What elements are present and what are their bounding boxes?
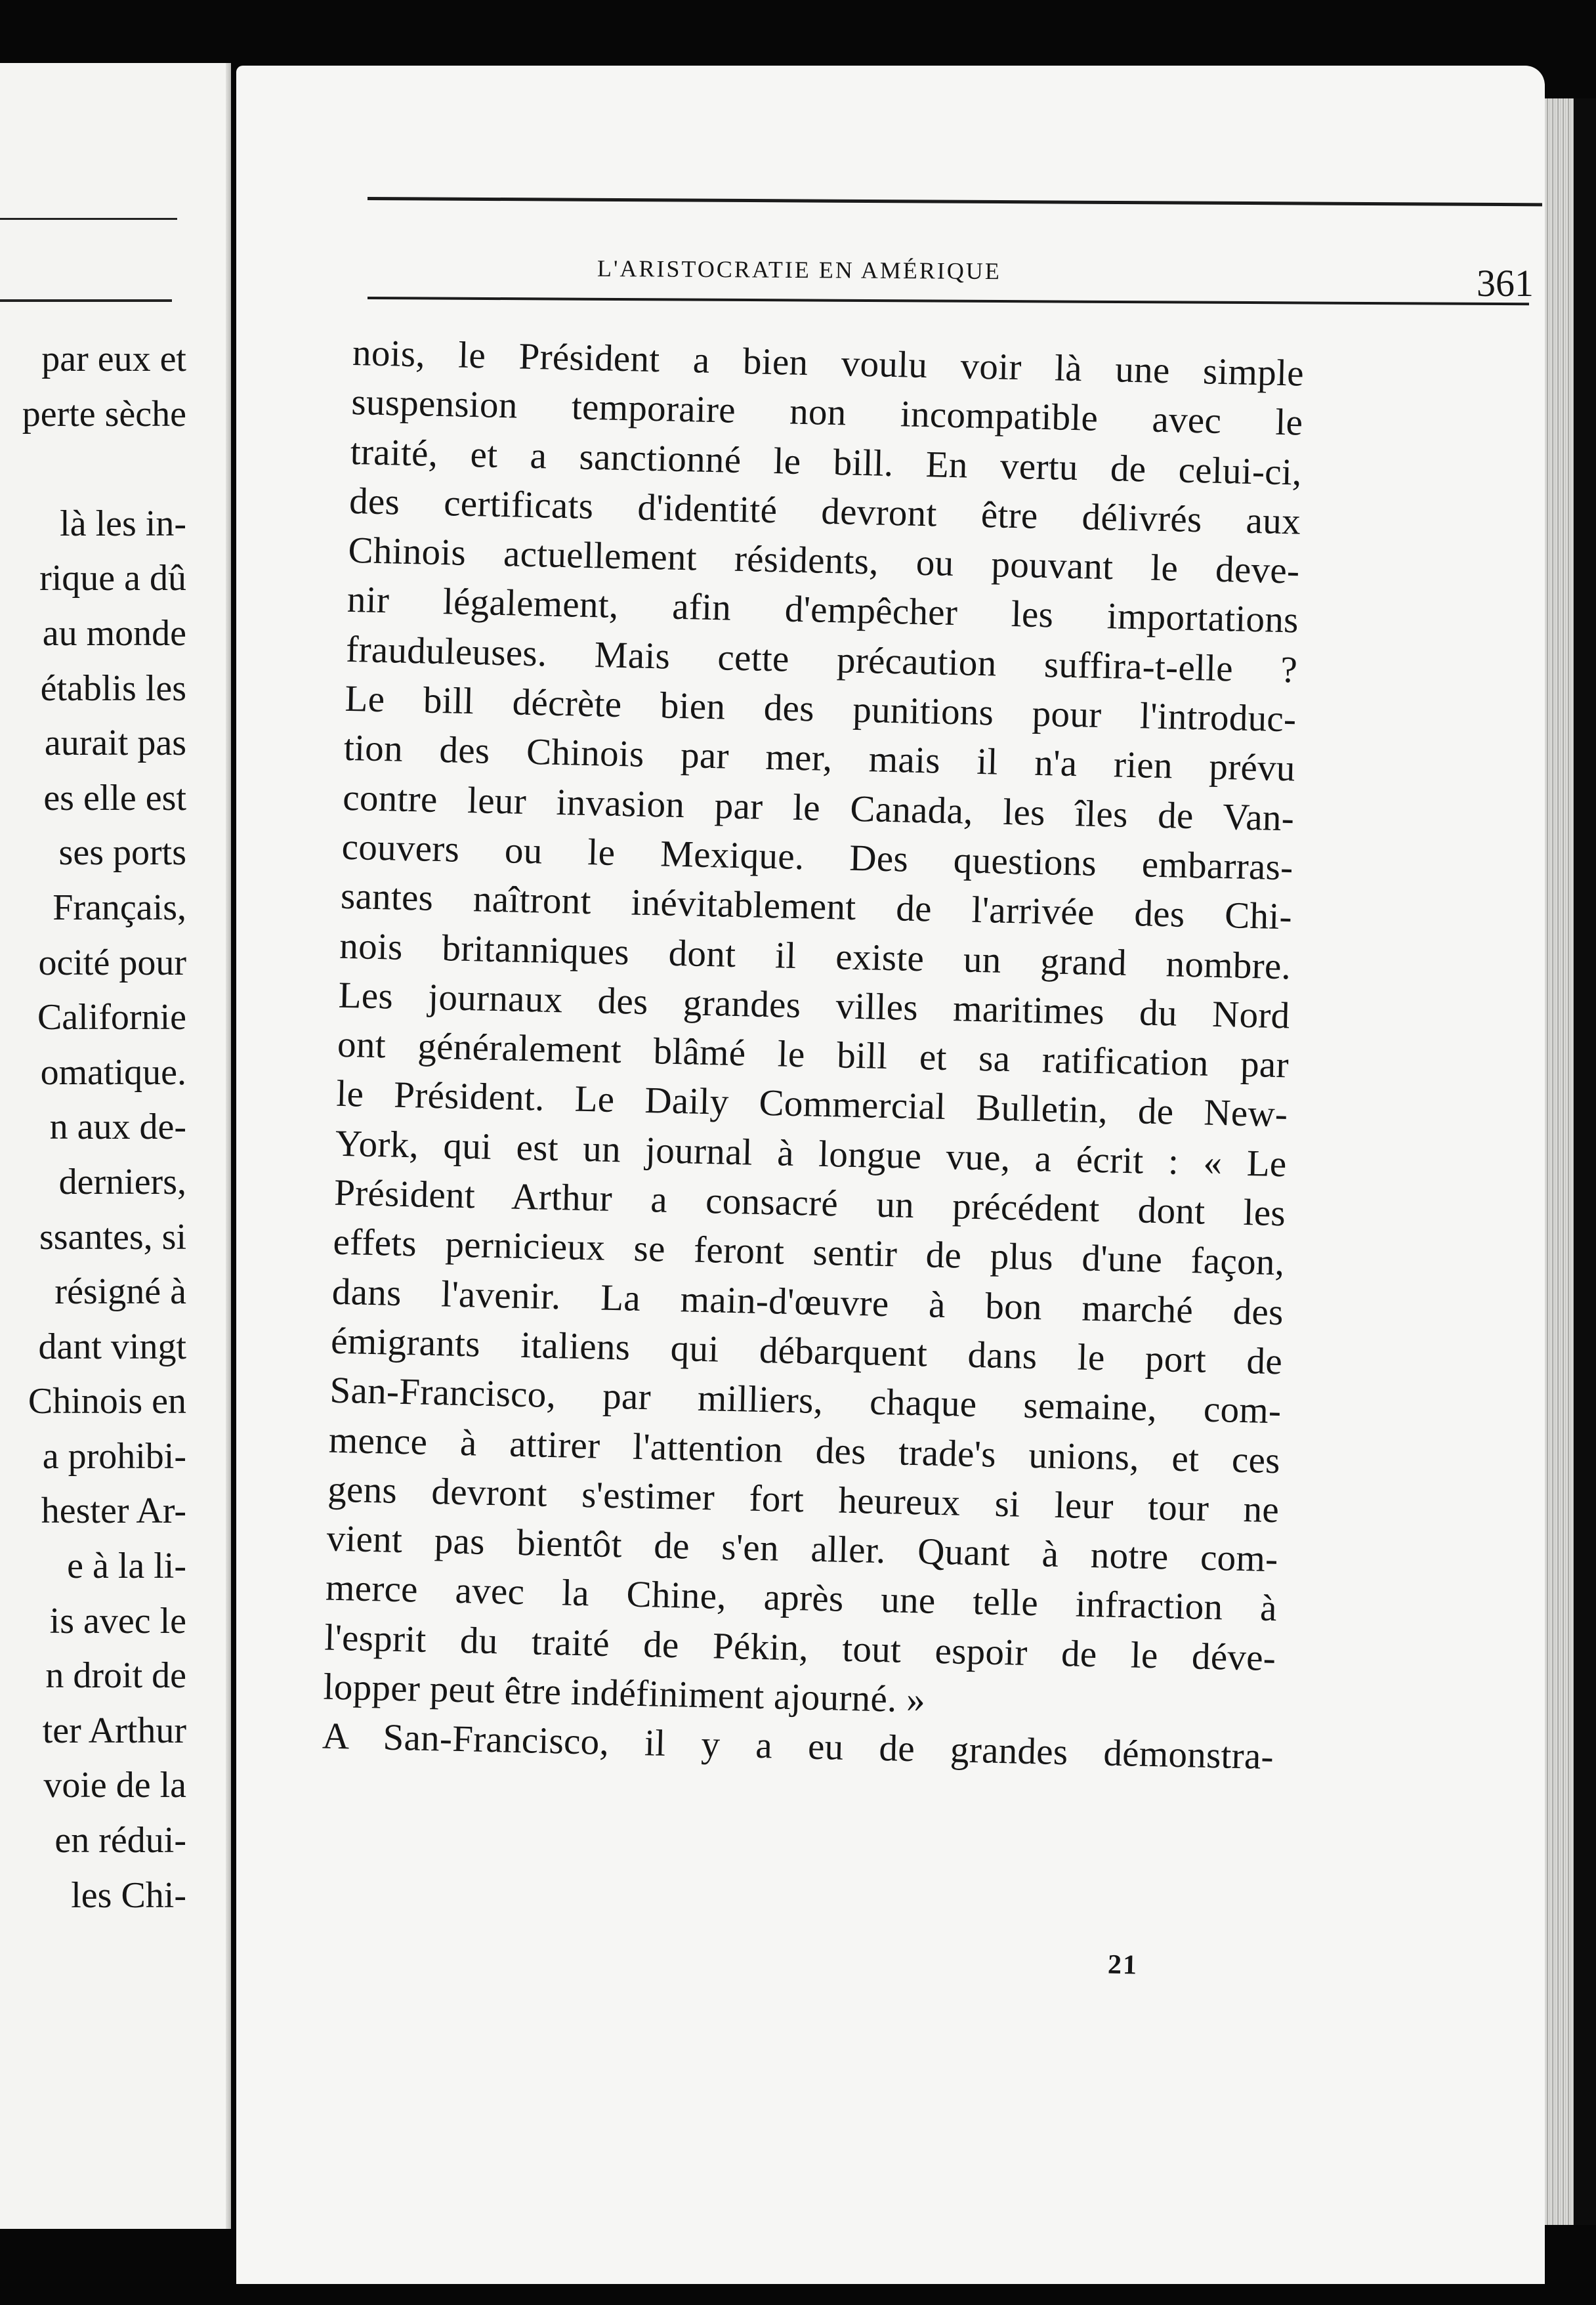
left-page-gutter-shadow: [226, 63, 231, 2229]
left-text-line: Français,: [52, 887, 186, 928]
text-line: nir légalement, afin d'empêcher les importations: [346, 579, 1299, 642]
text-line: le Président. Le Daily Commercial Bulletin, de New-: [335, 1073, 1288, 1135]
left-text-line: is avec le: [49, 1600, 186, 1641]
left-text-line: établis les: [40, 667, 186, 709]
text-line: l'esprit du traité de Pékin, tout espoir de le déve-: [324, 1617, 1276, 1679]
left-text-line: derniers,: [58, 1161, 186, 1202]
left-text-line: e à la li-: [67, 1546, 186, 1587]
text-line: traité, et a sanctionné le bill. En vertu de celui-ci,: [350, 431, 1303, 494]
left-text-line: Californie: [37, 997, 186, 1038]
left-text-line: là les in-: [60, 503, 186, 544]
text-line: émigrants italiens qui débarquent dans le port de: [330, 1320, 1283, 1383]
left-text-line: n aux de-: [49, 1107, 186, 1148]
left-text-line: rique a dû: [39, 558, 186, 599]
page-number: 361: [1477, 262, 1534, 305]
text-line: lopper peut être indéfiniment ajourné. »: [323, 1666, 926, 1721]
text-line: couvers ou le Mexique. Des questions embarras-: [341, 826, 1294, 889]
left-text-line: [0, 442, 186, 497]
left-page-rule-top: [0, 218, 177, 220]
page-edges-shadow: [1574, 98, 1596, 2225]
body-text: [322, 328, 1304, 1782]
text-line: San-Francisco, par milliers, chaque semaine, com-: [329, 1369, 1282, 1432]
left-text-line: voie de la: [43, 1765, 186, 1806]
left-text-line: omatique.: [40, 1051, 186, 1093]
left-text-line: a prohibi-: [42, 1435, 186, 1477]
left-text-line: au monde: [42, 612, 186, 654]
left-text-line: dant vingt: [38, 1326, 186, 1367]
text-line: des certificats d'identité devront être délivrés aux: [348, 480, 1301, 543]
left-text-line: ses ports: [58, 832, 186, 874]
left-text-line: résigné à: [54, 1271, 186, 1313]
left-text-line: n droit de: [45, 1655, 186, 1697]
left-text-line: Chinois en: [28, 1381, 186, 1422]
text-line: suspension temporaire non incompatible avec le: [350, 381, 1303, 444]
text-line: frauduleuses. Mais cette précaution suffira-t-elle ?: [345, 628, 1298, 691]
left-text-line: hester Ar-: [41, 1491, 186, 1532]
left-page-fragment: [0, 63, 231, 2229]
left-text-line: perte sèche: [22, 393, 186, 434]
left-text-line: ssantes, si: [39, 1216, 186, 1258]
left-page-text: [0, 332, 186, 1923]
left-text-line: en rédui-: [54, 1820, 186, 1861]
running-title: L'ARISTOCRATIE EN AMÉRIQUE: [597, 255, 1001, 285]
text-line: contre leur invasion par le Canada, les îles de Van-: [342, 776, 1295, 839]
text-line: tion des Chinois par mer, mais il n'a rien prévu: [343, 727, 1296, 790]
text-line: effets pernicieux se feront sentir de plus d'une façon,: [332, 1221, 1285, 1284]
text-line: dans l'avenir. La main-d'œuvre à bon marché des: [331, 1271, 1284, 1333]
text-line: nois, le Président a bien voulu voir là une simple: [352, 331, 1305, 394]
text-line: York, qui est un journal à longue vue, a écrit : « Le: [335, 1122, 1288, 1185]
left-text-line: es elle est: [43, 777, 186, 818]
left-text-line: ocité pour: [38, 942, 186, 983]
left-text-line: aurait pas: [44, 723, 186, 764]
left-page-rule-bottom: [0, 299, 172, 302]
page-edges-stack: [1545, 98, 1574, 2225]
right-page: [236, 66, 1545, 2284]
text-line: mence à attirer l'attention des trade's unions, et ces: [328, 1419, 1281, 1481]
header-rule-bottom: [368, 297, 1529, 305]
text-line: vient pas bientôt de s'en aller. Quant à notre com-: [326, 1517, 1279, 1580]
text-line: merce avec la Chine, après une telle infraction à: [325, 1567, 1278, 1630]
text-line: ont généralement blâmé le bill et sa ratification par: [337, 1023, 1290, 1086]
signature-mark: 21: [1107, 1949, 1139, 1981]
text-line: Chinois actuellement résidents, ou pouvant le deve-: [347, 530, 1300, 592]
text-line: A San-Francisco, il y a eu de grandes démonstra-: [322, 1715, 1274, 1778]
text-line: gens devront s'estimer fort heureux si leur tour ne: [327, 1468, 1280, 1531]
header-rule-top: [368, 197, 1542, 206]
text-line: santes naîtront inévitablement de l'arrivée des Chi-: [340, 876, 1293, 938]
text-line: Président Arthur a consacré un précédent dont les: [333, 1172, 1286, 1235]
text-line: Les journaux des grandes villes maritimes du Nord: [338, 974, 1291, 1037]
text-line: nois britanniques dont il existe un grand nombre.: [339, 925, 1292, 987]
left-text-line: ter Arthur: [42, 1710, 186, 1751]
left-text-line: les Chi-: [71, 1874, 186, 1916]
left-text-line: par eux et: [41, 339, 186, 379]
text-line: Le bill décrète bien des punitions pour l'introduc-: [344, 677, 1297, 740]
